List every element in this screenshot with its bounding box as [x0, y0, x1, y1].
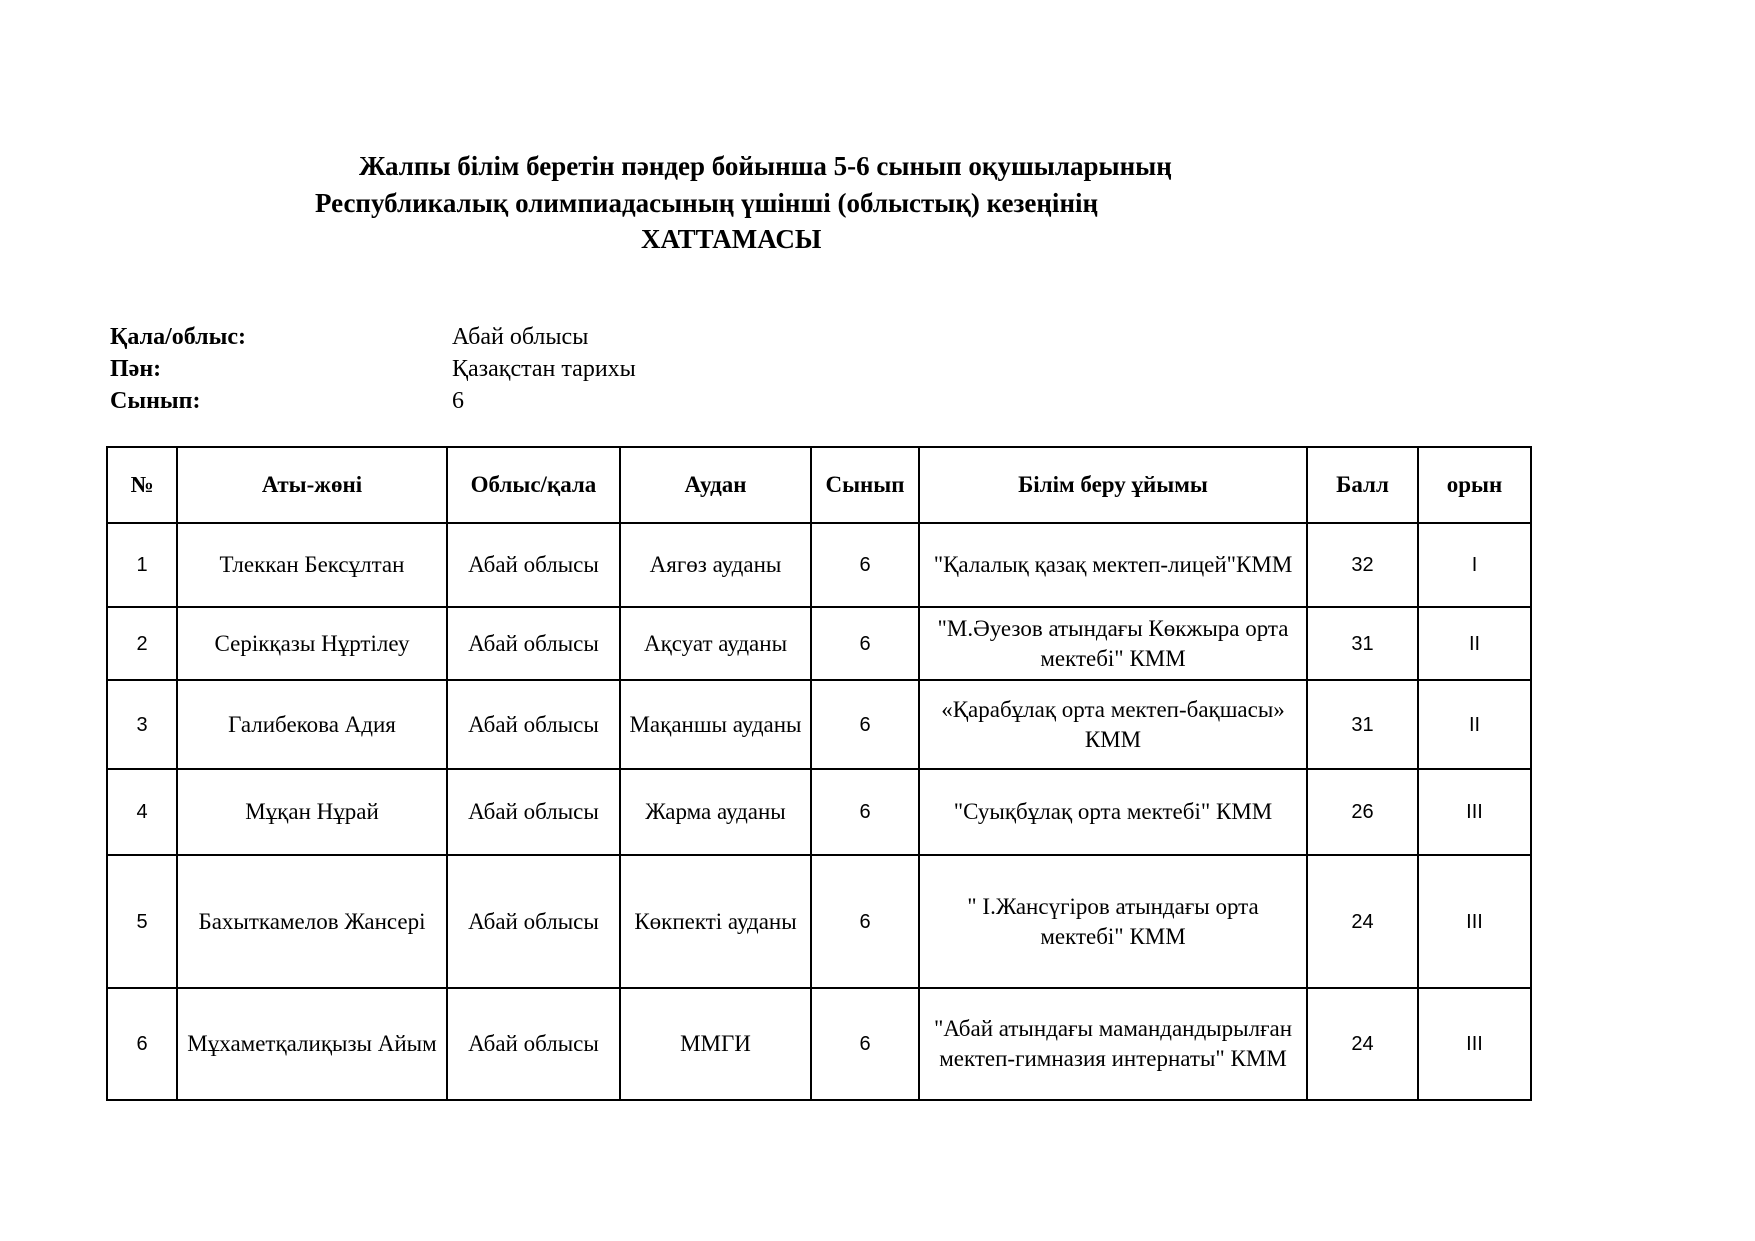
header-place: орын — [1418, 447, 1531, 523]
cell-score: 24 — [1307, 855, 1418, 988]
cell-region: Абай облысы — [447, 607, 620, 680]
cell-region: Абай облысы — [447, 523, 620, 607]
cell-number: 6 — [107, 988, 177, 1100]
subject-label: Пән: — [110, 356, 162, 382]
cell-district: Аягөз ауданы — [620, 523, 811, 607]
cell-place: III — [1418, 988, 1531, 1100]
cell-district: Жарма ауданы — [620, 769, 811, 855]
header-number: № — [107, 447, 177, 523]
grade-value: 6 — [452, 388, 464, 414]
region-label: Қала/облыс: — [110, 324, 246, 350]
table-row — [107, 523, 1531, 607]
table-row — [107, 988, 1531, 1100]
cell-place: I — [1418, 523, 1531, 607]
cell-school: "Суықбұлақ орта мектебі" КММ — [919, 769, 1307, 855]
document-title-line-2: Республикалық олимпиадасының үшінші (облыстық) кезеңінің — [315, 188, 1099, 218]
cell-number: 4 — [107, 769, 177, 855]
cell-name: Галибекова Адия — [177, 680, 447, 769]
cell-score: 32 — [1307, 523, 1418, 607]
cell-name: Мұхаметқалиқызы Айым — [177, 988, 447, 1100]
table-row — [107, 769, 1531, 855]
cell-school: "М.Әуезов атындағы Көкжыра орта мектебі" КММ — [919, 607, 1307, 680]
header-score: Балл — [1307, 447, 1418, 523]
table-row — [107, 607, 1531, 680]
cell-grade: 6 — [811, 680, 919, 769]
header-grade: Сынып — [811, 447, 919, 523]
document-title-line-3: ХАТТАМАСЫ — [641, 224, 822, 254]
cell-grade: 6 — [811, 607, 919, 680]
cell-grade: 6 — [811, 988, 919, 1100]
table-row — [107, 680, 1531, 769]
cell-name: Тлеккан Бексұлтан — [177, 523, 447, 607]
subject-value: Қазақстан тарихы — [452, 356, 636, 382]
cell-place: III — [1418, 769, 1531, 855]
cell-score: 24 — [1307, 988, 1418, 1100]
table-header-row — [107, 447, 1531, 523]
results-table — [106, 446, 1532, 1101]
cell-number: 2 — [107, 607, 177, 680]
cell-grade: 6 — [811, 523, 919, 607]
cell-region: Абай облысы — [447, 680, 620, 769]
header-region: Облыс/қала — [447, 447, 620, 523]
cell-region: Абай облысы — [447, 855, 620, 988]
cell-name: Мұқан Нұрай — [177, 769, 447, 855]
cell-place: II — [1418, 607, 1531, 680]
cell-number: 1 — [107, 523, 177, 607]
cell-name: Серікқазы Нұртілеу — [177, 607, 447, 680]
cell-number: 5 — [107, 855, 177, 988]
table-row — [107, 855, 1531, 988]
cell-region: Абай облысы — [447, 769, 620, 855]
cell-school: "Қалалық қазақ мектеп-лицей"КММ — [919, 523, 1307, 607]
cell-region: Абай облысы — [447, 988, 620, 1100]
cell-district: ММГИ — [620, 988, 811, 1100]
cell-grade: 6 — [811, 855, 919, 988]
cell-place: III — [1418, 855, 1531, 988]
document-title-line-1: Жалпы білім беретін пәндер бойынша 5-6 сынып оқушыларының — [359, 151, 1172, 181]
cell-score: 31 — [1307, 680, 1418, 769]
region-value: Абай облысы — [452, 324, 589, 350]
header-district: Аудан — [620, 447, 811, 523]
cell-score: 26 — [1307, 769, 1418, 855]
cell-district: Мақаншы ауданы — [620, 680, 811, 769]
cell-score: 31 — [1307, 607, 1418, 680]
cell-grade: 6 — [811, 769, 919, 855]
cell-school: "Абай атындағы мамандандырылған мектеп-гимназия интернаты" КММ — [919, 988, 1307, 1100]
cell-place: II — [1418, 680, 1531, 769]
cell-number: 3 — [107, 680, 177, 769]
cell-school: «Қарабұлақ орта мектеп-бақшасы» КММ — [919, 680, 1307, 769]
cell-name: Бахыткамелов Жансері — [177, 855, 447, 988]
header-school: Білім беру ұйымы — [919, 447, 1307, 523]
cell-district: Ақсуат ауданы — [620, 607, 811, 680]
grade-label: Сынып: — [110, 388, 201, 414]
cell-district: Көкпекті ауданы — [620, 855, 811, 988]
header-name: Аты-жөні — [177, 447, 447, 523]
cell-school: " І.Жансүгіров атындағы орта мектебі" КММ — [919, 855, 1307, 988]
